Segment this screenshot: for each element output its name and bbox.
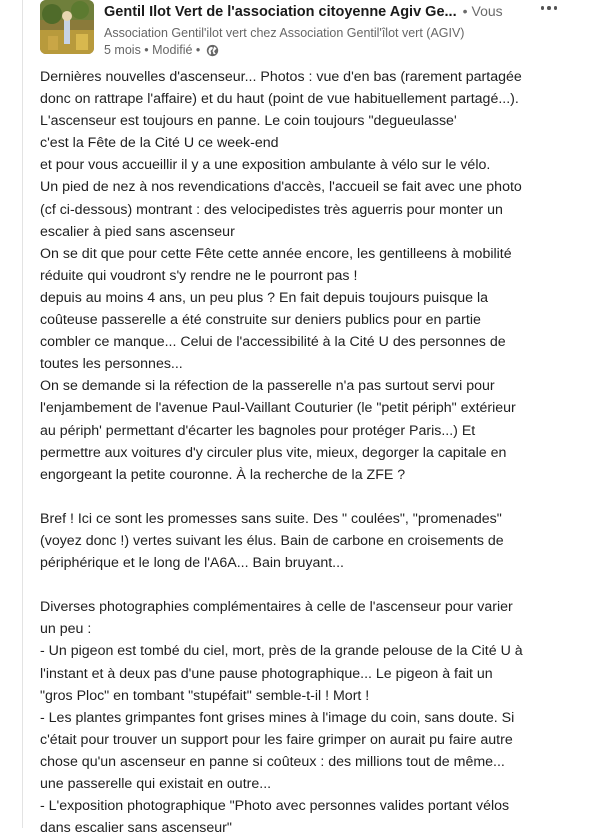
post-blank-line: [40, 574, 590, 596]
post-header: [104, 3, 524, 57]
post-text-line: (voyez donc !) vertes suivant les élus. Bain de carbone en croisements de: [40, 532, 504, 549]
connection-degree: Vous: [471, 3, 503, 19]
post-text-line: Diverses photographies complémentaires à celle de l'ascenseur pour varier: [40, 599, 513, 616]
separator-dot: •: [462, 3, 468, 19]
post-blank-line: [40, 486, 590, 508]
post-text-line: c'était pour trouver un support pour les faire grimper on aurait pu faire autre: [40, 731, 513, 748]
post-text-line: - L'exposition photographique "Photo avec personnes valides portant vélos: [40, 798, 510, 815]
post-timestamp: 5 mois • Modifié •: [104, 43, 201, 57]
post-text-line: combler ce manque... Celui de l'accessibilité à la Cité U des personnes de: [40, 334, 506, 351]
post-text-line: toutes les personnes...: [40, 356, 183, 373]
author-subtitle: Association Gentil'ilot vert chez Association Gentil'îlot vert (AGIV): [104, 26, 465, 40]
post-text-line: escalier à pied sans ascenseur: [40, 223, 235, 240]
post-text-line: engorgeant la petite couronne. À la recherche de la ZFE ?: [40, 466, 406, 483]
post-text-line: dans escalier sans ascenseur": [40, 820, 232, 837]
post-text-line: Bref ! Ici ce sont les promesses sans suite. Des " coulées", "promenades": [40, 510, 502, 527]
author-name[interactable]: Gentil Ilot Vert de l'association citoyenne Agiv Ge...: [104, 4, 457, 20]
post-text-line: Un pied de nez à nos revendications d'accès, l'accueil se fait avec une photo: [40, 179, 522, 196]
post-text-line: On se demande si la réfection de la passerelle n'a pas surtout servi pour: [40, 378, 495, 395]
post-text-line: au périph' permettant d'écarter les bagnoles pour protéger Paris...) Et: [40, 422, 476, 439]
post-text-line: "gros Ploc" en tombant "stupéfait" semble-t-il ! Mort !: [40, 687, 370, 704]
post-text-line: l'instant et à deux pas d'une pause photographique... Le pigeon à fait un: [40, 665, 493, 682]
globe-icon: [206, 44, 219, 57]
post-text-line: c'est la Fête de la Cité U ce week-end: [40, 135, 279, 152]
post-text-line: Dernières nouvelles d'ascenseur... Photos : vue d'en bas (rarement partagée: [40, 69, 522, 85]
post-text-line: un peu :: [40, 621, 92, 638]
post-text-line: - Un pigeon est tombé du ciel, mort, près de la grande pelouse de la Cité U à: [40, 643, 523, 660]
post-text-line: chose qu'un ascenseur en panne si coûteux : des millions tout de même...: [40, 753, 505, 770]
post-timestamp-row: [104, 43, 524, 57]
post-body: [40, 66, 590, 839]
post-text-line: périphérique et le long de l'A6A... Bain bruyant...: [40, 555, 344, 572]
post-text-line: une passerelle qui existait en outre...: [40, 776, 272, 792]
post-text-line: l'enjambement de l'avenue Paul-Vaillant Couturier (le "petit périph" extérieur: [40, 400, 516, 417]
post-text-line: On se dit que pour cette Fête cette année encore, les gentilleens à mobilité: [40, 245, 512, 262]
post-text-line: - Les plantes grimpantes font grises mines à l'image du coin, sans doute. Si: [40, 709, 515, 726]
post-text-line: réduite qui voudront s'y rendre ne le pourront pas !: [40, 267, 358, 284]
post-text-line: L'ascenseur est toujours en panne. Le coin toujours "degueulasse': [40, 113, 457, 130]
post-text-line: donc on rattrape l'affaire) et du haut (point de vue habituellement partagé...).: [40, 91, 519, 108]
post-text-line: permettre aux voitures d'y circuler plus vite, mieux, degorger la capitale en: [40, 444, 507, 461]
author-avatar[interactable]: [40, 0, 94, 54]
more-options-icon[interactable]: [538, 0, 560, 16]
post-text-line: et pour vous accueillir il y a une exposition ambulante à vélo sur le vélo.: [40, 157, 491, 174]
post-text-line: coûteuse passerelle a été construite sur deniers publics pour en partie: [40, 312, 481, 329]
post-text-line: (cf ci-dessous) montrant : des velocipedistes très aguerris pour monter un: [40, 201, 503, 218]
post-text-line: depuis au moins 4 ans, un peu plus ? En fait depuis toujours puisque la: [40, 289, 488, 306]
